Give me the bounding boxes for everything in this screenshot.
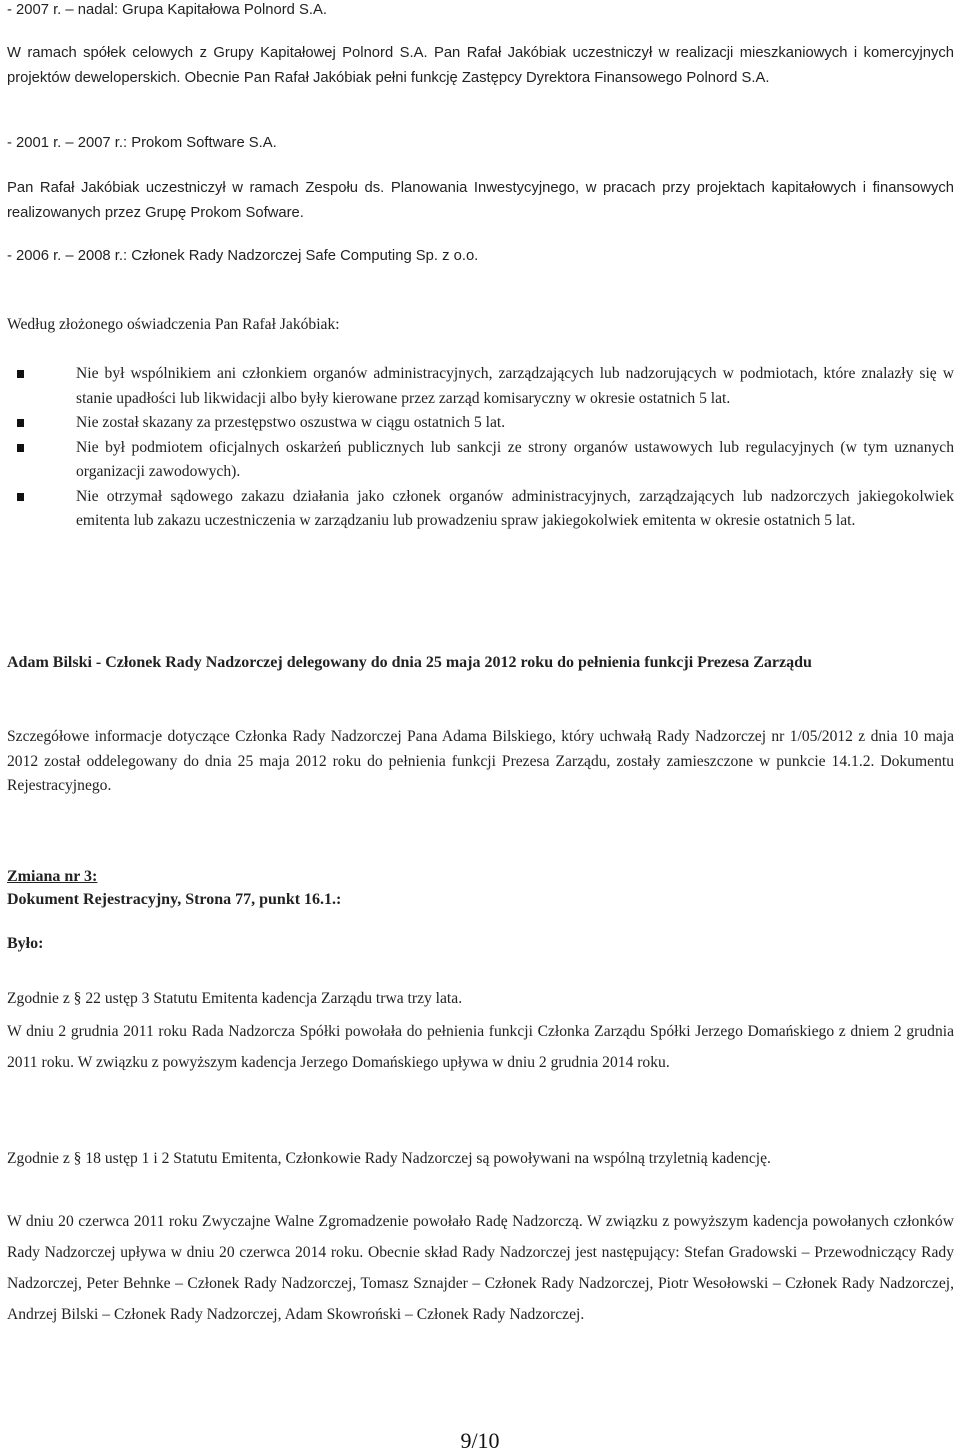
square-bullet-icon [17, 419, 24, 427]
change-title: Zmiana nr 3: [7, 868, 98, 885]
change-subtitle: Dokument Rejestracyjny, Strona 77, punkt 16.1.: [7, 891, 342, 908]
career-paragraph-polnord: W ramach spółek celowych z Grupy Kapitałowej Polnord S.A. Pan Rafał Jakóbiak uczestniczył w realizacji mieszkaniowych i komercyjnych projektów deweloperskich. Obecnie Pan Rafał Jakóbiak pełni funkcję Zastępcy Dyrektora Finansowego Polnord S.A. [7, 45, 954, 86]
supervisory-composition-paragraph: W dniu 20 czerwca 2011 roku Zwyczajne Walne Zgromadzenie powołało Radę Nadzorczą. W związku z powyższym kadencja powołanych członków Rady Nadzorczej upływa w dniu 20 czerwca 2014 roku. Obecnie skład Rady Nadzorczej jest następujący: Stefan Gradowski – Przewodniczący Rady Nadzorczej, Peter Behnke – Członek Rady Nadzorczej, Tomasz Sznajder – Członek Rady Nadzorczej, Piotr Wesołowski – Członek Rady Nadzorczej, Andrzej Bilski – Członek Rady Nadzorczej, Adam Skowroński – Członek Rady Nadzorczej. [7, 1213, 954, 1323]
bilski-paragraph: Szczegółowe informacje dotyczące Członka Rady Nadzorczej Pana Adama Bilskiego, który uchwałą Rady Nadzorczej nr 1/05/2012 z dnia 10 maja 2012 został oddelegowany do dnia 25 maja 2012 roku do pełnienia funkcji Prezesa Zarządu, zostały zamieszczone w punkcie 14.1.2. Dokumentu Rejestracyjnego. [7, 728, 954, 794]
declaration-list [7, 362, 954, 534]
board-term-paragraph: Zgodnie z § 22 ustęp 3 Statutu Emitenta kadencja Zarządu trwa trzy lata. [7, 990, 463, 1007]
list-item: Nie był wspólnikiem ani członkiem organów administracyjnych, zarządzających lub nadzorujących w podmiotach, które znalazły się w stanie upadłości lub likwidacji albo były kierowane przez zarząd komisaryczny w okresie ostatnich 5 lat. [7, 362, 954, 411]
supervisory-term-paragraph: Zgodnie z § 18 ustęp 1 i 2 Statutu Emitenta, Członkowie Rady Nadzorczej są powoływani na wspólną trzyletnią kadencję. [7, 1150, 771, 1167]
career-line-prokom: - 2001 r. – 2007 r.: Prokom Software S.A. [7, 135, 277, 151]
bilski-heading: Adam Bilski - Członek Rady Nadzorczej delegowany do dnia 25 maja 2012 roku do pełnienia funkcji Prezesa Zarządu [7, 654, 812, 671]
square-bullet-icon [17, 444, 24, 452]
was-label: Było: [7, 935, 44, 952]
declaration-intro: Według złożonego oświadczenia Pan Rafał Jakóbiak: [7, 316, 340, 333]
square-bullet-icon [17, 370, 24, 378]
board-appointment-paragraph: W dniu 2 grudnia 2011 roku Rada Nadzorcza Spółki powołała do pełnienia funkcji Członka Zarządu Spółki Jerzego Domańskiego z dniem 2 grudnia 2011 roku. W związku z powyższym kadencja Jerzego Domańskiego upływa w dniu 2 grudnia 2014 roku. [7, 1023, 954, 1071]
career-line-safe-computing: - 2006 r. – 2008 r.: Członek Rady Nadzorczej Safe Computing Sp. z o.o. [7, 248, 479, 264]
list-item: Nie był podmiotem oficjalnych oskarżeń publicznych lub sankcji ze strony organów ustawowych lub regulacyjnych (w tym uznanych organizacji zawodowych). [7, 436, 954, 485]
career-line-polnord: - 2007 r. – nadal: Grupa Kapitałowa Polnord S.A. [7, 2, 327, 18]
list-item: Nie otrzymał sądowego zakazu działania jako członek organów administracyjnych, zarządzających lub nadzorczych jakiegokolwiek emitenta lub zakazu uczestniczenia w zarządzaniu lub prowadzeniu spraw jakiegokolwiek emitenta w okresie ostatnich 5 lat. [7, 485, 954, 534]
page-number: 9/10 [460, 1428, 500, 1453]
list-item: Nie został skazany za przestępstwo oszustwa w ciągu ostatnich 5 lat. [7, 411, 954, 436]
career-paragraph-prokom: Pan Rafał Jakóbiak uczestniczył w ramach Zespołu ds. Planowania Inwestycyjnego, w pracach przy projektach kapitałowych i finansowych realizowanych przez Grupę Prokom Sofware. [7, 180, 954, 221]
square-bullet-icon [17, 493, 24, 501]
